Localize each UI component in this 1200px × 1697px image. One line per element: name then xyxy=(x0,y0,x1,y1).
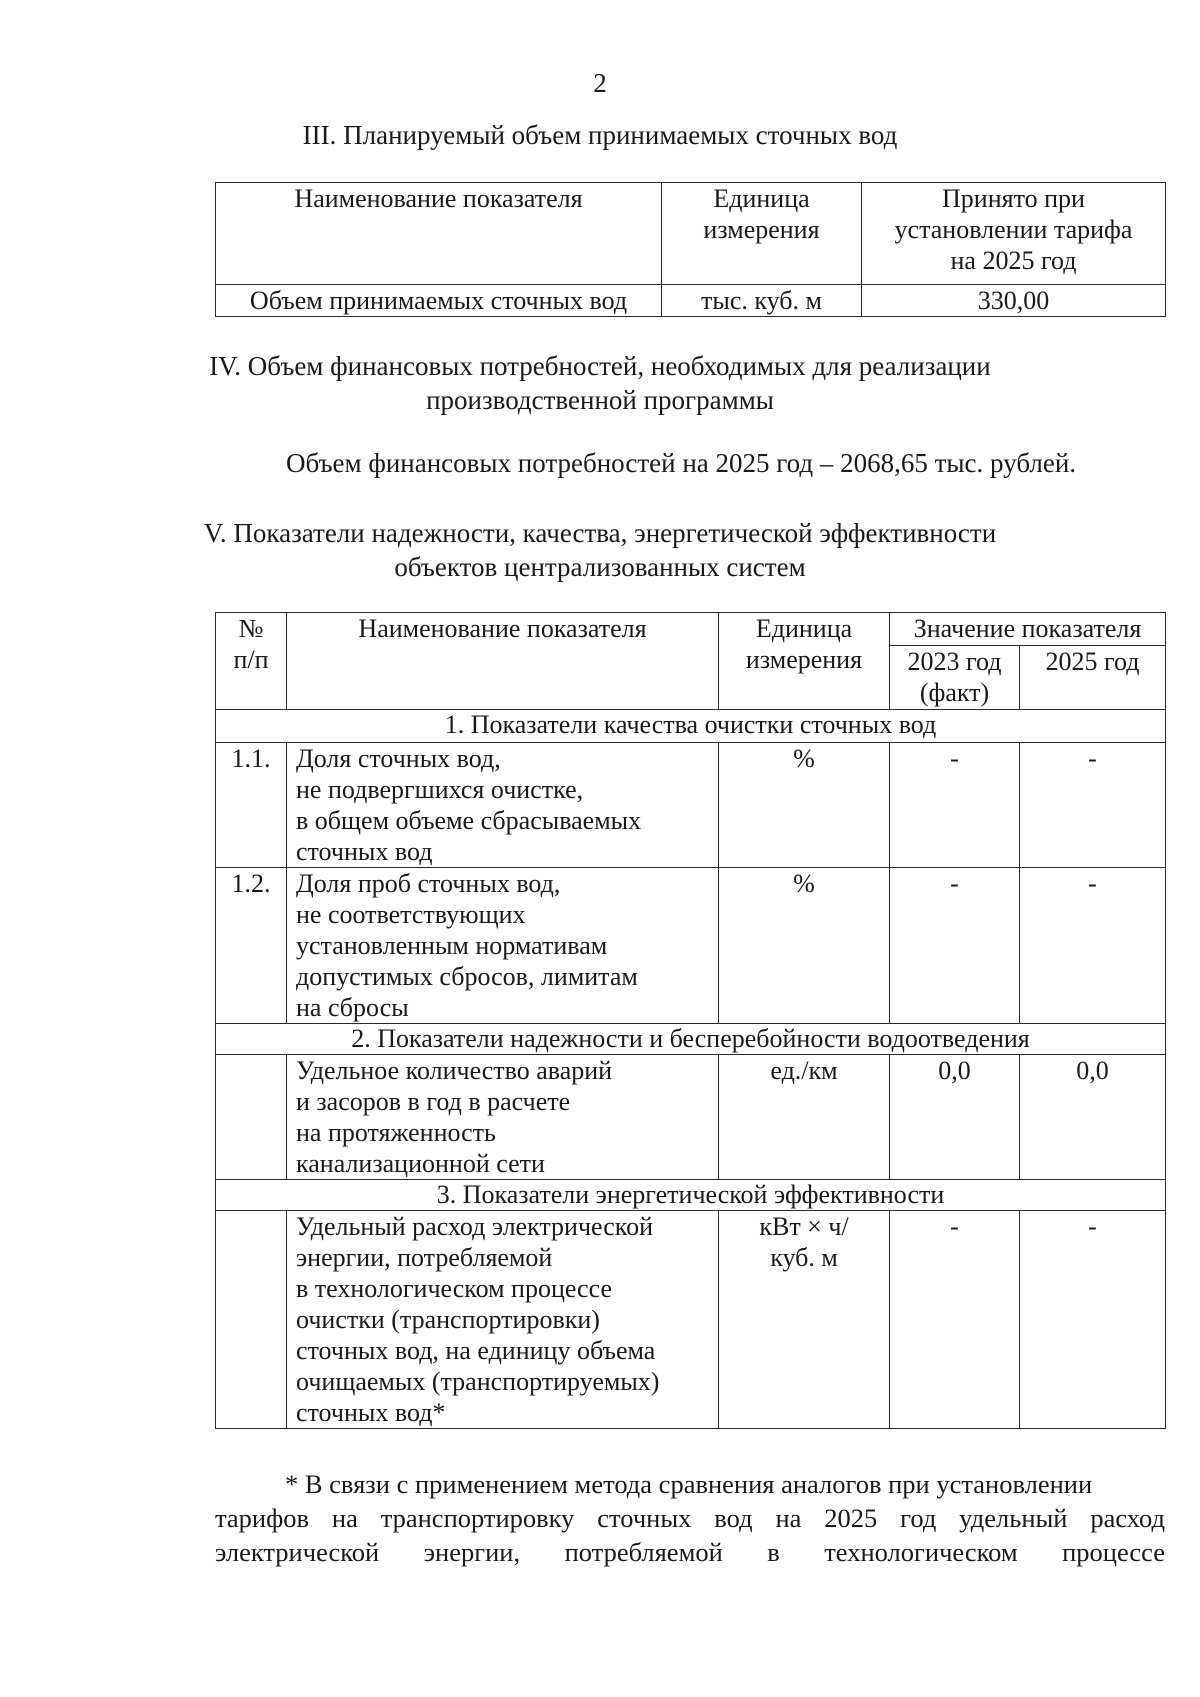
row-fact: - xyxy=(890,868,1020,1024)
row-num: 1.1. xyxy=(216,743,287,868)
row-indicator: Доля сточных вод, не подвергшихся очистке, в общем объеме сбрасываемых сточных вод xyxy=(287,743,719,868)
header-indicator: Наименование показателя xyxy=(216,183,662,285)
row-indicator: Удельное количество аварий и засоров в год в расчете на протяженность канализационной сети xyxy=(287,1055,719,1180)
row-fact: - xyxy=(890,743,1020,868)
row-value: 330,00 xyxy=(862,285,1166,317)
row-plan: - xyxy=(1020,743,1166,868)
group-row xyxy=(216,1180,1166,1211)
table-row xyxy=(216,1055,1166,1180)
indicators-table xyxy=(215,612,1166,1429)
row-indicator: Удельный расход электрической энергии, потребляемой в технологическом процессе очистки (транспортировки) сточных вод, на единицу объема очищаемых (транспортируемых) сточных вод* xyxy=(287,1211,719,1429)
row-plan: - xyxy=(1020,1211,1166,1429)
header-unit: Единица измерения xyxy=(719,613,890,710)
row-unit: % xyxy=(719,743,890,868)
header-unit: Единица измерения xyxy=(662,183,862,285)
table-row xyxy=(216,285,1166,317)
section-4-title: IV. Объем финансовых потребностей, необходимых для реализации производственной программы xyxy=(209,351,991,415)
row-unit: тыс. куб. м xyxy=(662,285,862,317)
header-num: № п/п xyxy=(216,613,287,710)
table-row xyxy=(216,743,1166,868)
header-value: Принято при установлении тарифа на 2025 год xyxy=(862,183,1166,285)
financial-needs-text: Объем финансовых потребностей на 2025 год – 2068,65 тыс. рублей. xyxy=(286,448,1077,478)
footnote-line: * В связи с применением метода сравнения аналогов при установлении xyxy=(285,1469,1093,1499)
group-row xyxy=(216,710,1166,743)
section-3-title: III. Планируемый объем принимаемых сточных вод xyxy=(302,120,898,150)
planned-volume-table xyxy=(215,182,1166,317)
footnote-line: электрической энергии, потребляемой в технологическом процессе xyxy=(215,1537,1165,1567)
row-plan: 0,0 xyxy=(1020,1055,1166,1180)
table-row xyxy=(216,1211,1166,1429)
group-title: 1. Показатели качества очистки сточных вод xyxy=(216,710,1166,743)
group-row xyxy=(216,1024,1166,1055)
header-year-plan: 2025 год xyxy=(1020,646,1166,710)
row-indicator: Объем принимаемых сточных вод xyxy=(216,285,662,317)
row-num xyxy=(216,1055,287,1180)
row-plan: - xyxy=(1020,868,1166,1024)
table-row xyxy=(216,868,1166,1024)
footnote-line: тарифов на транспортировку сточных вод на 2025 год удельный расход xyxy=(215,1503,1165,1533)
header-value-group: Значение показателя xyxy=(890,613,1166,646)
row-fact: 0,0 xyxy=(890,1055,1020,1180)
page-number: 2 xyxy=(593,68,607,98)
section-5-title: V. Показатели надежности, качества, энергетической эффективности объектов централизованных систем xyxy=(203,518,997,582)
row-unit: ед./км xyxy=(719,1055,890,1180)
row-num: 1.2. xyxy=(216,868,287,1024)
header-year-fact: 2023 год (факт) xyxy=(890,646,1020,710)
group-title: 3. Показатели энергетической эффективности xyxy=(216,1180,1166,1211)
row-fact: - xyxy=(890,1211,1020,1429)
footnote xyxy=(215,1467,1165,1569)
group-title: 2. Показатели надежности и бесперебойности водоотведения xyxy=(216,1024,1166,1055)
row-unit: кВт × ч/ куб. м xyxy=(719,1211,890,1429)
table-header-row xyxy=(216,183,1166,285)
header-indicator: Наименование показателя xyxy=(287,613,719,710)
row-unit: % xyxy=(719,868,890,1024)
row-num xyxy=(216,1211,287,1429)
table-header-row xyxy=(216,613,1166,646)
row-indicator: Доля проб сточных вод, не соответствующих установленным нормативам допустимых сбросов, лимитам на сбросы xyxy=(287,868,719,1024)
